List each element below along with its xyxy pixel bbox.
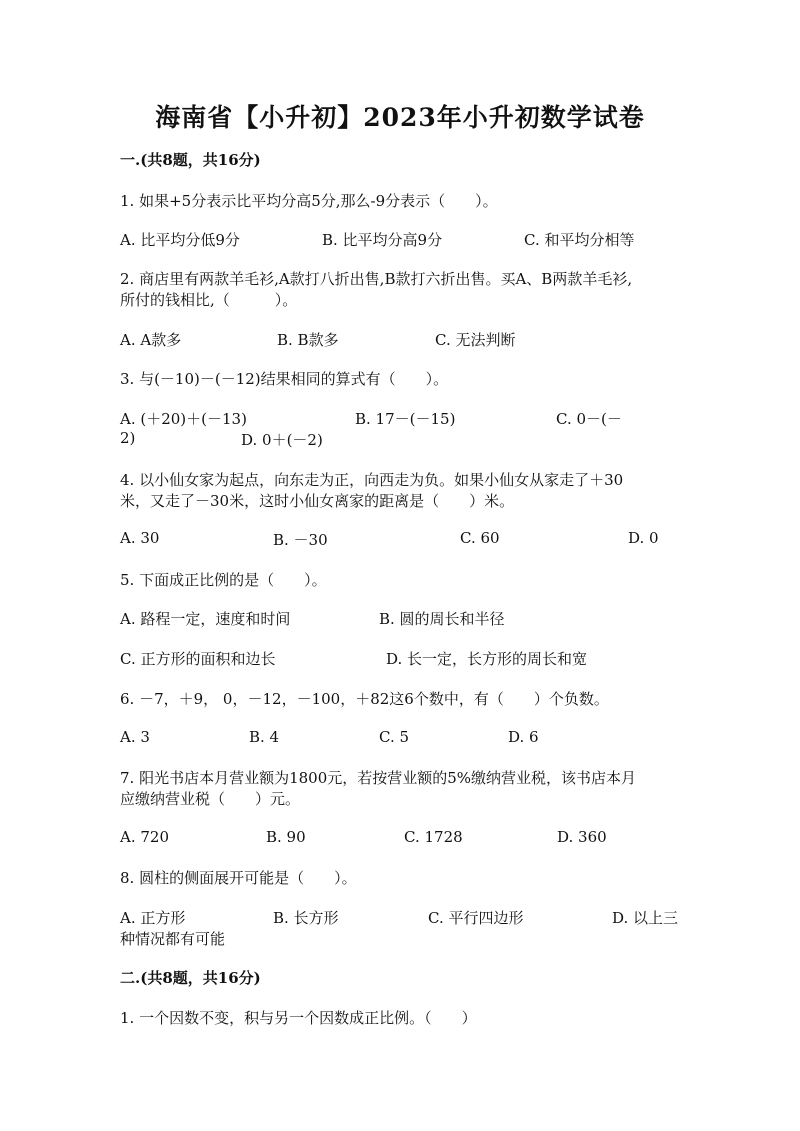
question-2: 2. 商店里有两款羊毛衫,A款打八折出售,B款打六折出售。买A、B两款羊毛衫, xyxy=(120,270,633,288)
option-c: C. 和平均分相等 xyxy=(524,231,635,249)
section-heading-1: 一.(共8题，共16分) xyxy=(120,151,261,169)
option-a: A. (＋20)＋(－13) xyxy=(120,410,247,428)
option-b: B. 4 xyxy=(249,728,280,746)
option-c: C. 无法判断 xyxy=(435,331,516,349)
option-d: D. 0 xyxy=(628,529,659,547)
option-c-continued: 2) xyxy=(120,429,136,447)
option-c: C. 60 xyxy=(460,529,500,547)
option-b: B. 比平均分高9分 xyxy=(322,231,443,249)
option-d: D. 0＋(－2) xyxy=(241,431,323,449)
option-a: A. A款多 xyxy=(120,331,182,349)
section-heading-2: 二.(共8题，共16分) xyxy=(120,969,261,987)
option-b: B. 90 xyxy=(266,828,306,846)
option-c: C. 5 xyxy=(379,728,410,746)
question-7-line-2: 应缴纳营业税（ ）元。 xyxy=(120,790,301,808)
question-2-line-2: 所付的钱相比,（ ）。 xyxy=(120,291,298,309)
question-part2-1: 1. 一个因数不变，积与另一个因数成正比例。（ ） xyxy=(120,1009,477,1027)
option-c: C. 1728 xyxy=(404,828,463,846)
question-5: 5. 下面成正比例的是（ ）。 xyxy=(120,571,327,589)
option-d: D. 6 xyxy=(508,728,539,746)
option-b: B. 长方形 xyxy=(273,909,339,927)
option-a: A. 720 xyxy=(120,828,169,846)
question-6: 6. －7，＋9， 0，－12，－100，＋82这6个数中，有（ ）个负数。 xyxy=(120,690,609,708)
option-a: A. 30 xyxy=(120,529,160,547)
question-3: 3. 与(－10)－(－12)结果相同的算式有（ ）。 xyxy=(120,370,449,388)
question-1: 1. 如果+5分表示比平均分高5分,那么-9分表示（ ）。 xyxy=(120,192,498,210)
option-a: A. 3 xyxy=(120,728,150,746)
option-c: C. 0－(－ xyxy=(556,410,622,428)
option-c: C. 正方形的面积和边长 xyxy=(120,650,276,668)
question-4: 4. 以小仙女家为起点，向东走为正，向西走为负。如果小仙女从家走了＋30 xyxy=(120,471,624,489)
option-a: A. 路程一定，速度和时间 xyxy=(120,610,291,628)
option-d: D. 长一定，长方形的周长和宽 xyxy=(386,650,588,668)
option-b: B. －30 xyxy=(273,531,328,549)
option-b: B. B款多 xyxy=(277,331,339,349)
option-b: B. 17－(－15) xyxy=(355,410,456,428)
question-8: 8. 圆柱的侧面展开可能是（ ）。 xyxy=(120,869,357,887)
question-7: 7. 阳光书店本月营业额为1800元，若按营业额的5%缴纳营业税，该书店本月 xyxy=(120,769,637,787)
option-d-continued: 种情况都有可能 xyxy=(120,930,226,948)
option-d: D. 360 xyxy=(557,828,607,846)
option-b: B. 圆的周长和半径 xyxy=(379,610,505,628)
option-a: A. 正方形 xyxy=(120,909,186,927)
question-4-line-2: 米，又走了－30米，这时小仙女离家的距离是（ ）米。 xyxy=(120,492,515,510)
option-d: D. 以上三 xyxy=(612,909,679,927)
option-a: A. 比平均分低9分 xyxy=(120,231,240,249)
page-title: 海南省【小升初】2023年小升初数学试卷 xyxy=(155,103,645,132)
option-c: C. 平行四边形 xyxy=(428,909,524,927)
